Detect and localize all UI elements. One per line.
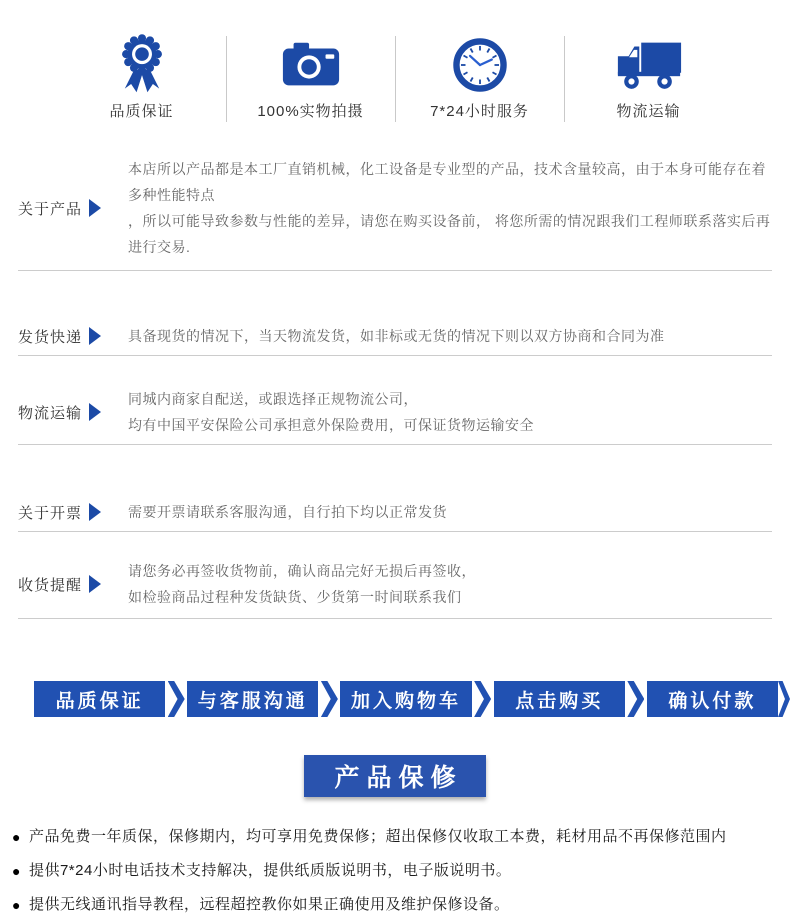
section-text bbox=[114, 323, 665, 349]
section-text bbox=[114, 156, 772, 260]
section-text-line: 如检验商品过程种发货缺货、少货第一时间联系我们 bbox=[128, 589, 462, 605]
arrow-right-icon bbox=[89, 327, 101, 345]
bullet-text: 产品免费一年质保，保修期内，均可享用免费保修；超出保修仅收取工本费，耗材用品不再保修范围内 bbox=[28, 828, 727, 845]
feature-service bbox=[396, 34, 564, 124]
feature-logistics bbox=[565, 34, 733, 124]
section-text-line: 具备现货的情况下，当天物流发货，如非标或无货的情况下则以双方协商和合同为准 bbox=[128, 328, 665, 344]
chevron-right-icon bbox=[778, 681, 790, 717]
section-text-line: 均有中国平安保险公司承担意外保险费用，可保证货物运输安全 bbox=[128, 417, 534, 433]
warranty-bullet-item bbox=[12, 827, 790, 847]
section-receipt-reminder bbox=[18, 532, 772, 619]
step-quality-guarantee: 品质保证 bbox=[34, 681, 165, 717]
section-invoice bbox=[18, 445, 772, 532]
bullet-icon: ● bbox=[12, 829, 21, 845]
bullet-text: 提供无线通讯指导教程，远程超控教你如果正确使用及维护保修设备。 bbox=[28, 896, 510, 913]
arrow-right-icon bbox=[89, 199, 101, 217]
medal-icon bbox=[113, 34, 171, 96]
step-contact-service[interactable]: 与客服沟通 bbox=[187, 681, 318, 717]
warranty-bullet-item bbox=[12, 895, 790, 915]
warranty-title: 产品保修 bbox=[304, 755, 486, 797]
chevron-right-icon bbox=[625, 681, 647, 717]
section-label-text: 关于开票 bbox=[18, 504, 83, 522]
section-shipping bbox=[18, 271, 772, 356]
purchase-steps-banner bbox=[0, 681, 790, 717]
feature-label: 100%实物拍摄 bbox=[257, 103, 364, 120]
section-text bbox=[114, 386, 534, 438]
section-label-text: 收货提醒 bbox=[18, 576, 83, 594]
feature-photo bbox=[227, 34, 395, 124]
section-label bbox=[18, 402, 114, 423]
feature-quality bbox=[58, 34, 226, 124]
arrow-right-icon bbox=[89, 575, 101, 593]
section-label-text: 关于产品 bbox=[18, 200, 83, 218]
section-label bbox=[18, 198, 114, 219]
section-label-text: 发货快递 bbox=[18, 328, 83, 346]
arrow-right-icon bbox=[89, 503, 101, 521]
section-text bbox=[114, 499, 447, 525]
section-text-line: 请您务必再签收货物前，确认商品完好无损后再签收， bbox=[128, 563, 476, 579]
step-add-to-cart[interactable]: 加入购物车 bbox=[340, 681, 471, 717]
feature-label: 物流运输 bbox=[616, 103, 681, 120]
chevron-right-icon bbox=[318, 681, 340, 717]
section-text-line: 同城内商家自配送，或跟选择正规物流公司， bbox=[128, 391, 418, 407]
section-text-line: 需要开票请联系客服沟通，自行拍下均以正常发货 bbox=[128, 504, 447, 520]
chevron-right-icon bbox=[472, 681, 494, 717]
section-label bbox=[18, 574, 114, 595]
warranty-bullet-item bbox=[12, 861, 790, 881]
section-label bbox=[18, 502, 114, 523]
step-click-buy[interactable]: 点击购买 bbox=[494, 681, 625, 717]
bullet-icon: ● bbox=[12, 897, 21, 913]
step-confirm-payment[interactable]: 确认付款 bbox=[647, 681, 778, 717]
arrow-right-icon bbox=[89, 403, 101, 421]
feature-label: 品质保证 bbox=[109, 103, 174, 120]
features-row bbox=[0, 34, 790, 124]
section-text bbox=[114, 558, 476, 610]
camera-icon bbox=[280, 34, 342, 96]
section-text-line: ，所以可能导致参数与性能的差异，请您在购买设备前， 将您所需的情况跟我们工程师联系落实后再进行交易. bbox=[128, 213, 771, 255]
section-logistics bbox=[18, 356, 772, 445]
section-label bbox=[18, 326, 114, 347]
feature-label: 7*24小时服务 bbox=[430, 103, 529, 120]
chevron-right-icon bbox=[165, 681, 187, 717]
bullet-text: 提供7*24小时电话技术支持解决，提供纸质版说明书，电子版说明书。 bbox=[28, 862, 512, 879]
bullet-icon: ● bbox=[12, 863, 21, 879]
section-about-product bbox=[18, 124, 772, 271]
truck-icon bbox=[614, 34, 684, 96]
clock-icon bbox=[451, 34, 509, 96]
warranty-bullets bbox=[12, 827, 790, 915]
section-text-line: 本店所以产品都是本工厂直销机械，化工设备是专业型的产品，技术含量较高，由于本身可能存在着多种性能特点 bbox=[128, 161, 766, 203]
section-label-text: 物流运输 bbox=[18, 404, 83, 422]
